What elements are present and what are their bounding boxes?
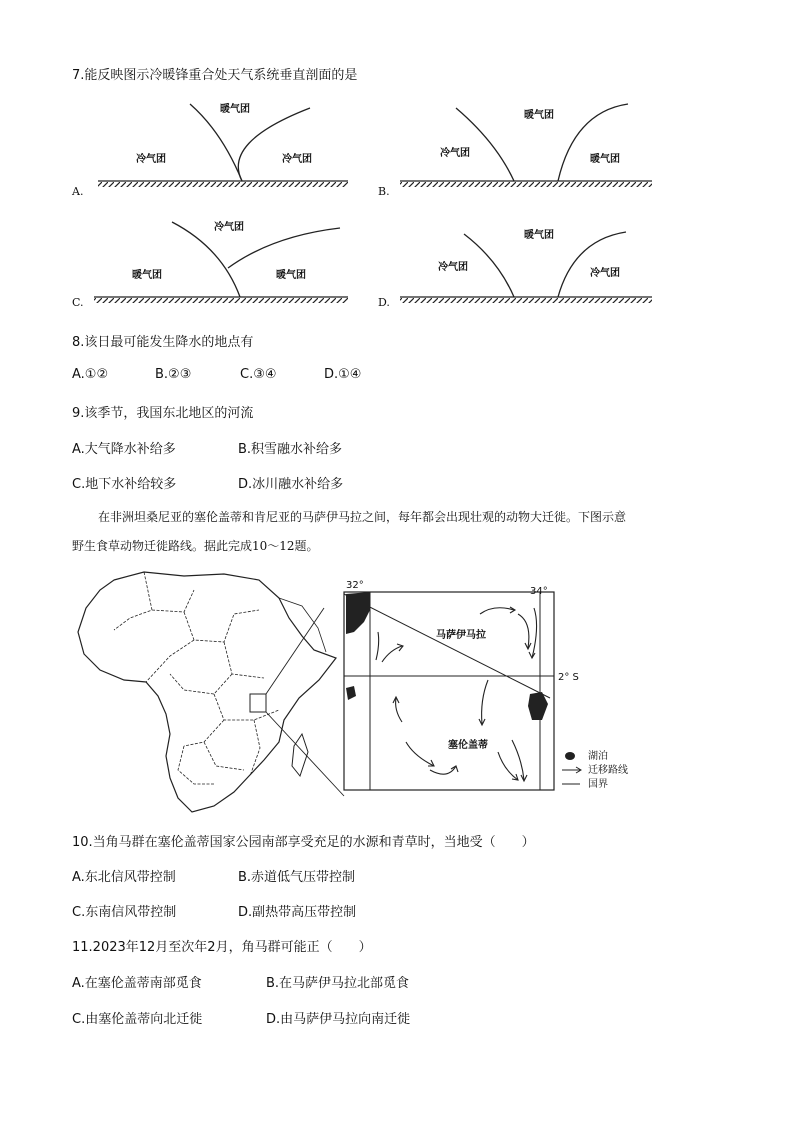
label-top: 冷气团	[214, 222, 244, 233]
front-line	[558, 104, 628, 181]
q10-stem: 10.当角马群在塞伦盖蒂国家公园南部享受充足的水源和青草时，当地受（ ）	[72, 835, 535, 850]
lake-legend-icon	[565, 752, 575, 760]
inset-frame	[344, 592, 554, 790]
q7-diagram-d	[378, 208, 678, 308]
q7-stem: 7.能反映图示冷暖锋重合处天气系统垂直剖面的是	[72, 68, 358, 83]
region-serengeti: 塞伦盖蒂	[448, 740, 488, 751]
q8-option-c[interactable]: C.③④	[240, 367, 277, 382]
front-line	[172, 222, 240, 297]
ground-hatch	[94, 298, 348, 303]
q7-diagram-a	[72, 92, 362, 202]
front-line	[456, 108, 514, 181]
ground-hatch	[98, 182, 348, 187]
longitude-right-label: 34°	[530, 586, 548, 597]
country-borders	[114, 572, 279, 784]
q8-option-a[interactable]: A.①②	[72, 367, 109, 382]
option-letter[interactable]: B.	[378, 185, 390, 198]
passage-line-2: 野生食草动物迁徙路线。据此完成10～12题。	[72, 539, 319, 553]
q10-option-a[interactable]: A.东北信风带控制	[72, 870, 176, 885]
q8-option-d[interactable]: D.①④	[324, 367, 362, 382]
region-masai-mara: 马萨伊马拉	[436, 630, 486, 641]
q10-option-d[interactable]: D.副热带高压带控制	[238, 905, 357, 920]
label-top: 暖气团	[220, 104, 250, 115]
q11-option-d[interactable]: D.由马萨伊马拉向南迁徙	[266, 1012, 411, 1027]
q9-option-b[interactable]: B.积雪融水补给多	[238, 442, 343, 457]
longitude-left-label: 32°	[346, 580, 364, 591]
label-left: 暖气团	[132, 270, 162, 281]
legend-lake: 湖泊	[588, 751, 608, 762]
label-right: 暖气团	[590, 154, 620, 165]
front-line	[464, 234, 514, 297]
q11-option-c[interactable]: C.由塞伦盖蒂向北迁徙	[72, 1012, 203, 1027]
label-right: 冷气团	[282, 154, 312, 165]
red-sea-coast	[279, 598, 326, 652]
africa-map	[78, 572, 336, 812]
locator-box	[250, 694, 266, 712]
q9-option-c[interactable]: C.地下水补给较多	[72, 477, 177, 492]
q8-stem: 8.该日最可能发生降水的地点有	[72, 335, 254, 350]
q7-diagram-c	[72, 208, 362, 308]
q10-option-b[interactable]: B.赤道低气压带控制	[238, 870, 356, 885]
q9-stem: 9.该季节，我国东北地区的河流	[72, 406, 254, 421]
q9-option-d[interactable]: D.冰川融水补给多	[238, 477, 344, 492]
passage-line-1: 在非洲坦桑尼亚的塞伦盖蒂和肯尼亚的马萨伊马拉之间，每年都会出现壮观的动物大迁徙。下图示意	[98, 510, 627, 524]
legend-border: 国界	[588, 779, 608, 790]
label-top: 暖气团	[524, 110, 554, 121]
inset-map	[344, 580, 579, 790]
front-line	[228, 228, 340, 268]
q9-option-a[interactable]: A.大气降水补给多	[72, 442, 176, 457]
front-line	[558, 232, 626, 297]
label-top: 暖气团	[524, 230, 554, 241]
ground-hatch	[400, 182, 652, 187]
option-letter[interactable]: D.	[378, 296, 390, 309]
label-right: 冷气团	[590, 268, 620, 279]
front-line	[190, 104, 242, 181]
africa-outline	[78, 572, 336, 812]
ground-hatch	[400, 298, 652, 303]
map-legend	[562, 749, 628, 790]
passage	[72, 503, 732, 561]
zoom-line	[266, 712, 344, 796]
label-left: 冷气团	[440, 148, 470, 159]
label-left: 冷气团	[136, 154, 166, 165]
label-right: 暖气团	[276, 270, 306, 281]
q8-option-b[interactable]: B.②③	[155, 367, 192, 382]
label-left: 冷气团	[438, 262, 468, 273]
front-line	[238, 108, 310, 181]
latitude-label: 2° S	[558, 672, 579, 683]
migration-map-figure	[74, 570, 634, 819]
q7-diagram-b	[378, 92, 678, 202]
option-letter[interactable]: C.	[72, 296, 84, 309]
q10-option-c[interactable]: C.东南信风带控制	[72, 905, 177, 920]
legend-route: 迁移路线	[588, 765, 628, 776]
q11-option-b[interactable]: B.在马萨伊马拉北部觅食	[266, 976, 410, 991]
q11-option-a[interactable]: A.在塞伦盖蒂南部觅食	[72, 976, 202, 991]
q11-stem: 11.2023年12月至次年2月，角马群可能正（ ）	[72, 940, 372, 955]
option-letter[interactable]: A.	[72, 185, 84, 198]
